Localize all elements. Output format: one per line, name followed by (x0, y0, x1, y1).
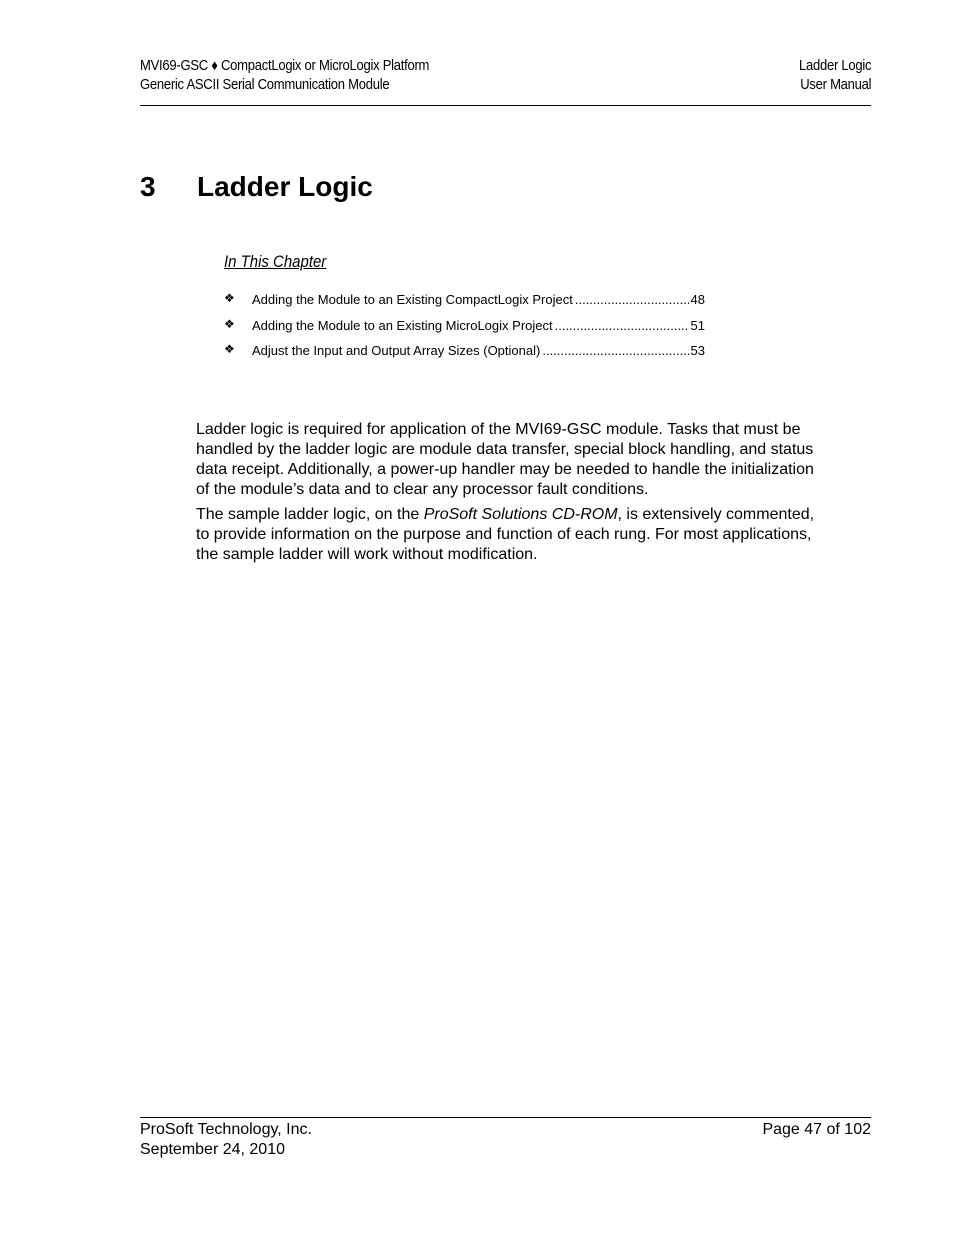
toc-item-text: Adding the Module to an Existing CompactLogix Project (252, 292, 573, 307)
toc-leader-dots (575, 292, 689, 307)
page-header (140, 57, 871, 106)
diamond-bullet-icon: ❖ (224, 316, 235, 331)
header-document-type: User Manual (799, 77, 871, 93)
chapter-number: 3 (140, 171, 156, 202)
toc-link[interactable] (252, 343, 705, 358)
cd-rom-title: ProSoft Solutions CD-ROM (423, 506, 618, 523)
in-this-chapter-heading: In This Chapter (224, 252, 327, 271)
toc-item[interactable] (224, 340, 705, 366)
header-section-name: Ladder Logic (798, 58, 871, 74)
footer-page-number: Page 47 of 102 (762, 1121, 871, 1138)
chapter-body (196, 420, 821, 570)
toc-item[interactable] (224, 315, 705, 341)
footer-date: September 24, 2010 (140, 1141, 285, 1158)
chapter-toc (224, 289, 705, 366)
toc-item-page: 48 (690, 292, 705, 307)
diamond-bullet-icon: ❖ (224, 342, 235, 356)
header-right (799, 57, 871, 95)
body-paragraph-2 (196, 505, 821, 565)
toc-item-page: 51 (690, 317, 705, 333)
diamond-bullet-icon: ❖ (224, 291, 235, 305)
page-footer (140, 1117, 871, 1158)
footer-company: ProSoft Technology, Inc. (140, 1121, 312, 1138)
toc-link[interactable] (252, 318, 705, 333)
header-product-subtitle: Generic ASCII Serial Communication Module (140, 77, 390, 93)
para2-text-end: , is extensively commented, to provide information on the purpose and function of each rung. For most applications, the sample ladder will work without modification. (196, 506, 815, 563)
footer-left (140, 1120, 312, 1160)
header-left (140, 57, 429, 95)
body-paragraph-1: Ladder logic is required for application of the MVI69-GSC module. Tasks that must be handled by the ladder logic are module data transfer, special block handling, and status data receipt. Additionally, a power-up handler may be needed to handle the initialization of the module’s data and to clear any processor fault conditions. (196, 421, 814, 498)
header-product-title: MVI69-GSC ♦ CompactLogix or MicroLogix Platform (140, 58, 430, 74)
chapter-title: Ladder Logic (197, 171, 373, 202)
para2-text-start: The sample ladder logic, on the (196, 506, 424, 523)
toc-item-page: 53 (690, 343, 705, 358)
toc-item-text: Adjust the Input and Output Array Sizes (Optional) (252, 343, 541, 358)
toc-leader-dots (555, 318, 689, 333)
toc-item-text: Adding the Module to an Existing MicroLogix Project (252, 317, 553, 333)
toc-leader-dots (542, 343, 688, 358)
toc-link[interactable] (252, 292, 705, 307)
toc-item[interactable] (224, 289, 705, 315)
